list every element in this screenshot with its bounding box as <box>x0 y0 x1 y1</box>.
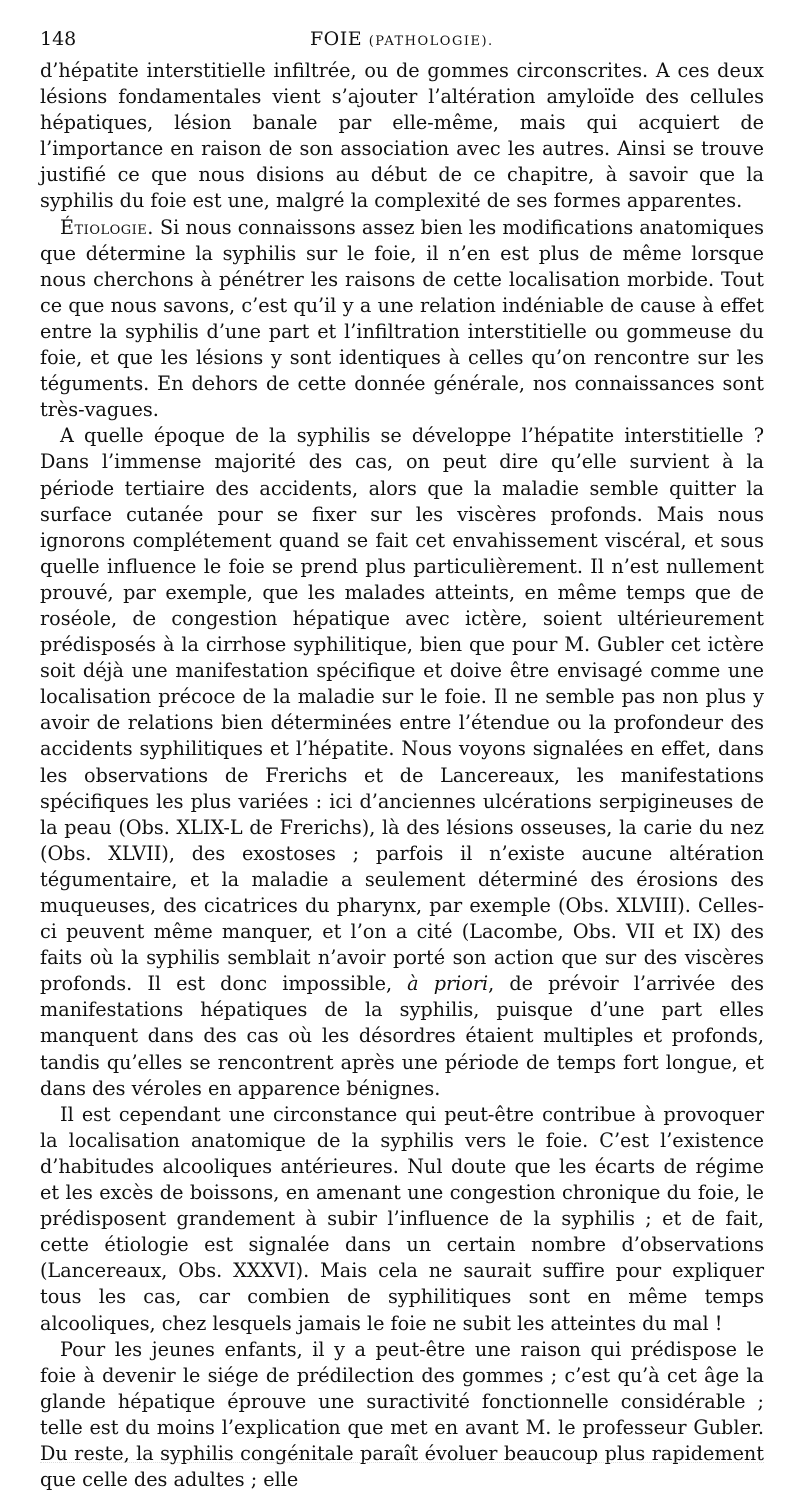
paragraph-1 <box>40 58 764 215</box>
book-page <box>40 28 764 1493</box>
running-head-title: FOIE <box>310 28 363 50</box>
running-head <box>310 28 494 50</box>
paragraph-5-text: Pour les jeunes enfants, il y a peut-être une raison qui prédispose le foie à devenir le siége de prédilection des gommes ; c’est qu’à cet âge la glande hépatique éprouve une suractivité fonctionnelle considérable ; telle est du moins l’explication que met en avant M. le professeur Gubler. Du reste, la syphilis congénitale paraît évoluer beaucoup plus rapidement que celle des adultes ; elle <box>40 1337 764 1492</box>
running-head-section: (PATHOLOGIE). <box>368 34 494 49</box>
paragraph-3-text-after: , de prévoir l’arrivée des manifestations hépatiques de la syphilis, puisque d’une part elles manquent dans des cas où les désordres étaient multiples et profonds, tandis qu’elles se rencontrent après une période de temps fort longue, et dans des véroles en apparence bénignes. <box>40 972 764 1100</box>
page-header <box>40 28 764 58</box>
paragraph-etiologie <box>40 215 764 424</box>
paragraph-3 <box>40 423 764 1101</box>
paragraph-5 <box>40 1337 764 1493</box>
footer-rule <box>40 1462 764 1469</box>
paragraph-1-text: d’hépatite interstitielle infiltrée, ou de gommes circonscrites. A ces deux lésions fondamentales vient s’ajouter l’altération amyloïde des cellules hépatiques, lésion banale par elle-même, mais qui acquiert de l’importance en raison de son association avec les autres. Ainsi se trouve justifié ce que nous disions au début de ce chapitre, à savoir que la syphilis du foie est une, malgré la complexité de ses formes apparentes. <box>40 59 764 213</box>
paragraph-3-italic: à priori <box>407 972 489 996</box>
paragraph-4-text: Il est cependant une circonstance qui peut-être contribue à provoquer la localisation anatomique de la syphilis vers le foie. C’est l’existence d’habitudes alcooliques antérieures. Nul doute que les écarts de régime et les excès de boissons, en amenant une congestion chronique du foie, le prédisposent grandement à subir l’influence de la syphilis ; et de fait, cette étiologie est signalée dans un certain nombre d’observations (Lancereaux, Obs. XXXVI). Mais cela ne saurait suffire pour expliquer tous les cas, car combien de syphilitiques sont en même temps alcooliques, chez lesquels jamais le foie ne subit les atteintes du mal ! <box>40 1102 764 1335</box>
page-number: 148 <box>40 28 77 50</box>
section-heading-etiologie: Étiologie. <box>60 215 154 239</box>
body-text <box>40 58 764 1493</box>
paragraph-3-text: A quelle époque de la syphilis se développe l’hépatite interstitielle ? Dans l’immense majorité des cas, on peut dire qu’elle survient à la période tertiaire des accidents, alors que la maladie semble quitter la surface cutanée pour se fixer sur les viscères profonds. Mais nous ignorons complétement quand se fait cet envahissement viscéral, et sous quelle influence le foie se prend plus particulièrement. Il n’est nullement prouvé, par exemple, que les malades atteints, en même temps que de roséole, de congestion hépatique avec ictère, soient ultérieurement prédisposés à la cirrhose syphilitique, bien que pour M. Gubler cet ictère soit déjà une manifestation spécifique et doive être envisagé comme une localisation précoce de la maladie sur le foie. Il ne semble pas non plus y avoir de relations bien déterminées entre l’étendue ou la profondeur des accidents syphilitiques et l’hépatite. Nous voyons signalées en effet, dans les observations de Frerichs et de Lancereaux, les manifestations spécifiques les plus variées : ici d’anciennes ulcérations serpigineuses de la peau (Obs. XLIX-L de Frerichs), là des lésions osseuses, la carie du nez (Obs. XLVII), des exostoses ; parfois il n’existe aucune altération tégumentaire, et la maladie a seulement déterminé des érosions des muqueuses, des cicatrices du pharynx, par exemple (Obs. XLVIII). Celles-ci peuvent même manquer, et l’on a cité (Lacombe, Obs. VII et IX) des faits où la syphilis semblait n’avoir porté son action que sur des viscères profonds. Il est donc impossible, <box>40 424 764 996</box>
paragraph-4 <box>40 1102 764 1337</box>
paragraph-2-text: Si nous connaissons assez bien les modifications anatomiques que détermine la syphilis sur le foie, il n’en est plus de même lorsque nous cherchons à pénétrer les raisons de cette localisation morbide. Tout ce que nous savons, c’est qu’il y a une relation indéniable de cause à effet entre la syphilis d’une part et l’infiltration interstitielle ou gommeuse du foie, et que les lésions y sont identiques à celles qu’on rencontre sur les téguments. En dehors de cette donnée générale, nos connaissances sont très-vagues. <box>40 215 764 422</box>
